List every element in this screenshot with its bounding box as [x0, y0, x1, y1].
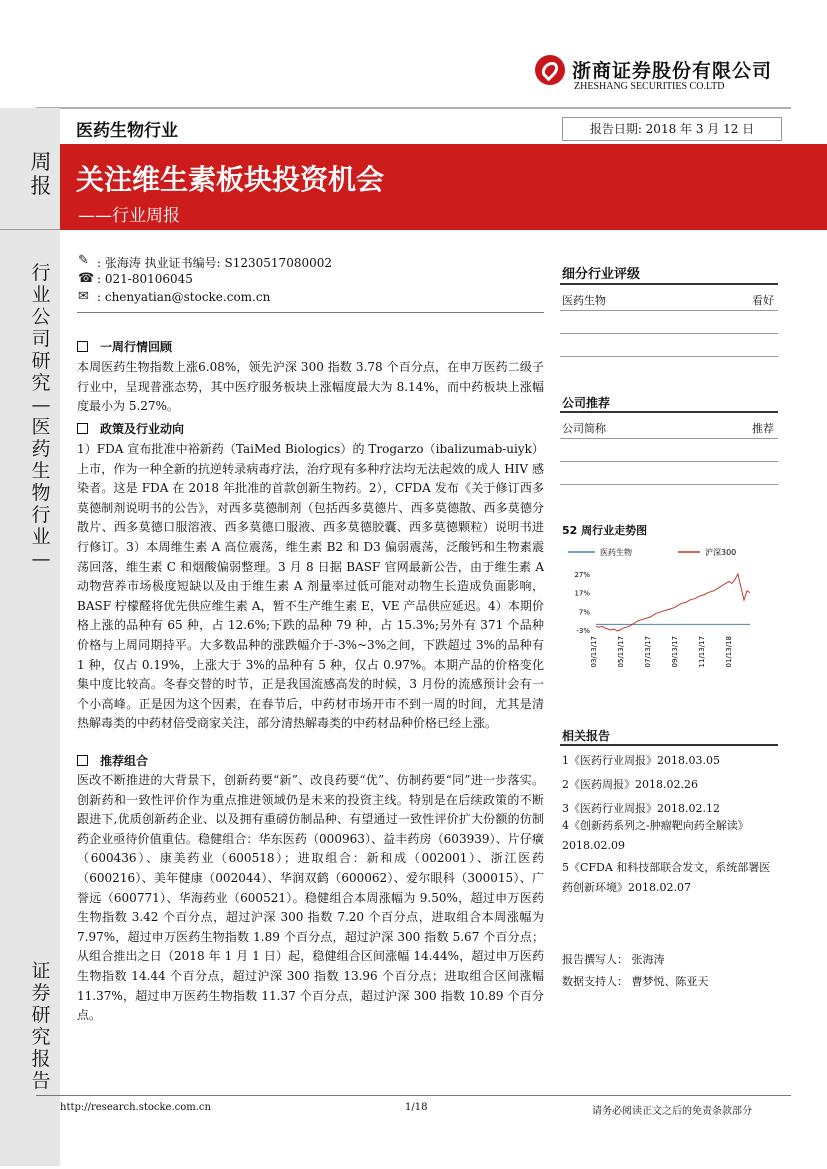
legend-label-series-0: 医药生物: [600, 548, 632, 557]
footer-divider: [36, 1095, 791, 1096]
company-logo-icon: [535, 55, 565, 85]
author-phone: : 021-80106045: [97, 272, 193, 286]
rating-heading: 细分行业评级: [562, 267, 641, 282]
industry-tag: 医药生物行业: [76, 121, 178, 141]
company-rec-heading: 公司推荐: [562, 396, 611, 410]
author-name: : 张海涛 执业证书编号: S1230517080002: [97, 256, 333, 270]
sidebar-weekly: 周报: [30, 150, 52, 198]
footer-url[interactable]: http://research.stocke.com.cn: [60, 1102, 211, 1113]
company-rec-col2: 推荐: [752, 422, 774, 435]
x-tick-label: 11/13/17: [698, 636, 707, 668]
phone-icon: ☎: [78, 271, 95, 286]
sidebar-report-type: 证券研究报告: [31, 960, 51, 1092]
page-title: 关注维生素板块投资机会: [76, 163, 385, 196]
related-item[interactable]: 4《创新药系列之-肿瘤靶向药全解读》2018.02.09: [562, 819, 749, 852]
rating-value: 看好: [752, 294, 774, 307]
x-tick-label: 05/13/17: [617, 636, 626, 668]
company-name-cn: 浙商证券股份有限公司: [572, 60, 773, 82]
series-line-1: [596, 574, 750, 631]
pen-icon: ✎: [78, 253, 89, 268]
section-paragraph: 本周医药生物指数上涨6.08%，领先沪深 300 指数 3.78 个百分点，在申万医药二级子行业中，呈现普涨态势，其中医疗服务板块上涨幅度最大为 8.14%，而中药板块上涨幅度最小为 5.27%。: [77, 360, 544, 414]
related-item[interactable]: 3《医药行业周报》2018.02.12: [562, 802, 720, 815]
company-rec-row-line: [560, 438, 778, 439]
footer-disclaimer: 请务必阅读正文之后的免责条款部分: [592, 1106, 752, 1117]
x-tick-label: 09/13/17: [671, 636, 680, 668]
rating-row-line: [560, 333, 778, 334]
related-divider: [560, 744, 778, 746]
section-heading-portfolio: 推荐组合: [77, 752, 148, 769]
y-tick-label: 17%: [574, 589, 590, 598]
related-item[interactable]: 2《医药周报》2018.02.26: [562, 778, 698, 791]
rating-industry: 医药生物: [562, 294, 606, 307]
x-tick-label: 03/13/17: [590, 636, 598, 668]
y-tick-label: -3%: [576, 627, 590, 635]
y-tick-label: 7%: [578, 608, 590, 617]
checkbox-bullet-icon: [77, 755, 88, 766]
company-rec-divider: [560, 411, 778, 413]
x-tick-label: 07/13/17: [644, 636, 653, 668]
legend-label-series-1: 沪深300: [705, 548, 737, 557]
related-item[interactable]: 5《CFDA 和科技部联合发文，系统部署医药创新环境》2018.02.07: [562, 861, 771, 894]
checkbox-bullet-icon: [77, 341, 88, 352]
company-rec-row-line: [560, 461, 778, 462]
data-supporter: 数据支持人： 曹梦悦、陈亚天: [562, 975, 709, 988]
author-divider: [77, 312, 544, 313]
report-date: 报告日期: 2018 年 3 月 12 日: [562, 117, 782, 141]
y-tick-label: 27%: [574, 571, 590, 579]
company-rec-col1: 公司简称: [562, 422, 606, 435]
trend-chart: [560, 538, 778, 688]
section-paragraph: 1）FDA 宣布批准中裕新药（TaiMed Biologics）的 Trogarzo（ibalizumab-uiyk）上市，作为一种全新的抗逆转录病毒疗法，治疗现有多种疗法均无法起效的成人 HIV 感染者。这是 FDA 在 2018 年批准的首款创新生物药。2），CFDA 发布《关于修订西多莫德制剂说明书的公告》，对西多莫德制剂（包括西多莫德片、西多莫德散、西多莫德分散片、西多莫德口服溶液、西多莫德口服液、西多莫德胶囊、西多莫德颗粒）说明书进行修订。3）本周维生素 A 高位震荡，维生素 B2 和 D3 偏弱震荡，泛酸钙和生物素震荡回落，维生素 C 和烟酸偏弱整理。3 月 8 日据 BASF 官网最新公告，由于维生素 A 动物营养市场极度短缺以及由于维生素 A 剂量率过低可能对动物生长造成负面影响，BASF 柠檬醛将优先供应维生素 A，暂不生产维生素 E，VE 产品供应延迟。4）本期价格上涨的品种有 65 种，占 12.6%;下跌的品种 79 种，占 15.3%;另外有 371 个品种价格与上周同期持平。大多数品种的涨跌幅介于-3%~3%之间，下跌超过 3%的品种有 1 种，仅占 0.19%，上涨大于 3%的品种有 5 种，仅占 0.97%。本期产品的价格变化集中度比较高。冬春交替的时节，正是我国流感高发的时候，3 月份的流感预计会有一个小高峰。正是因为这个因素，在春节后，中药材市场开市不到一周的时间，尤其是清热解毒类的中药材倍受商家关注，部分清热解毒类的中药材品种价格已经上涨。: [77, 442, 544, 731]
report-writer: 报告撰写人： 张海涛: [562, 953, 665, 966]
header-divider: [36, 107, 791, 109]
section-paragraph: 医改不断推进的大背景下，创新药要“新”、改良药要“优”、仿制药要“同”进一步落实。创新药和一致性评价作为重点推进领域仍是未来的投资主线。特别是在后续政策的不断跟进下,优质创新药企业、以及拥有重磅仿制品种、有望通过一致性评价扩大份额的仿制药企业亟待价值重估。稳健组合：华东医药（000963）、益丰药房（603939）、片仔癀（600436）、康美药业（600518）；进取组合：新和成（002001）、浙江医药（600216）、美年健康（002044）、华润双鹤（600062）、爱尔眼科（300015）、广誉远（600771）、华海药业（600521）。稳健组合本周涨幅为 9.50%，超过申万医药生物指数 3.42 个百分点，超过沪深 300 指数 7.20 个百分点，进取组合本周涨幅为 7.97%，超过申万医药生物指数 1.89 个百分点，超过沪深 300 指数 5.67 个百分点；从组合推出之日（2018 年 1 月 1 日）起，稳健组合区间涨幅 14.44%，超过申万医药生物指数 14.44 个百分点，超过沪深 300 指数 13.96 个百分点；进取组合区间涨幅 11.37%，超过申万医药生物指数 11.37 个百分点，超过沪深 300 指数 10.89 个百分点。: [77, 773, 544, 1023]
rating-row-line: [560, 356, 778, 357]
footer-page-number: 1/18: [405, 1102, 428, 1113]
company-name-en: ZHESHANG SECURITIES CO.LTD: [574, 81, 725, 92]
related-heading: 相关报告: [562, 729, 611, 743]
sidebar-divider: [0, 229, 60, 230]
checkbox-bullet-icon: [77, 423, 88, 434]
rating-divider: [560, 283, 778, 285]
x-tick-label: 01/13/18: [725, 636, 734, 668]
related-item[interactable]: 1《医药行业周报》2018.03.05: [562, 754, 720, 767]
sidebar-industry-research: 行业公司研究—医药生物行业—: [31, 262, 51, 570]
author-email[interactable]: : chenyatian@stocke.com.cn: [97, 290, 271, 304]
section-heading-policy: 政策及行业动向: [77, 420, 184, 437]
company-rec-row-line: [560, 484, 778, 485]
rating-row-line: [560, 310, 778, 311]
section-heading-market-review: 一周行情回顾: [77, 338, 172, 355]
email-icon: ✉: [78, 289, 89, 304]
page-subtitle: ——行业周报: [78, 206, 180, 226]
chart-title: 52 周行业走势图: [562, 524, 648, 537]
